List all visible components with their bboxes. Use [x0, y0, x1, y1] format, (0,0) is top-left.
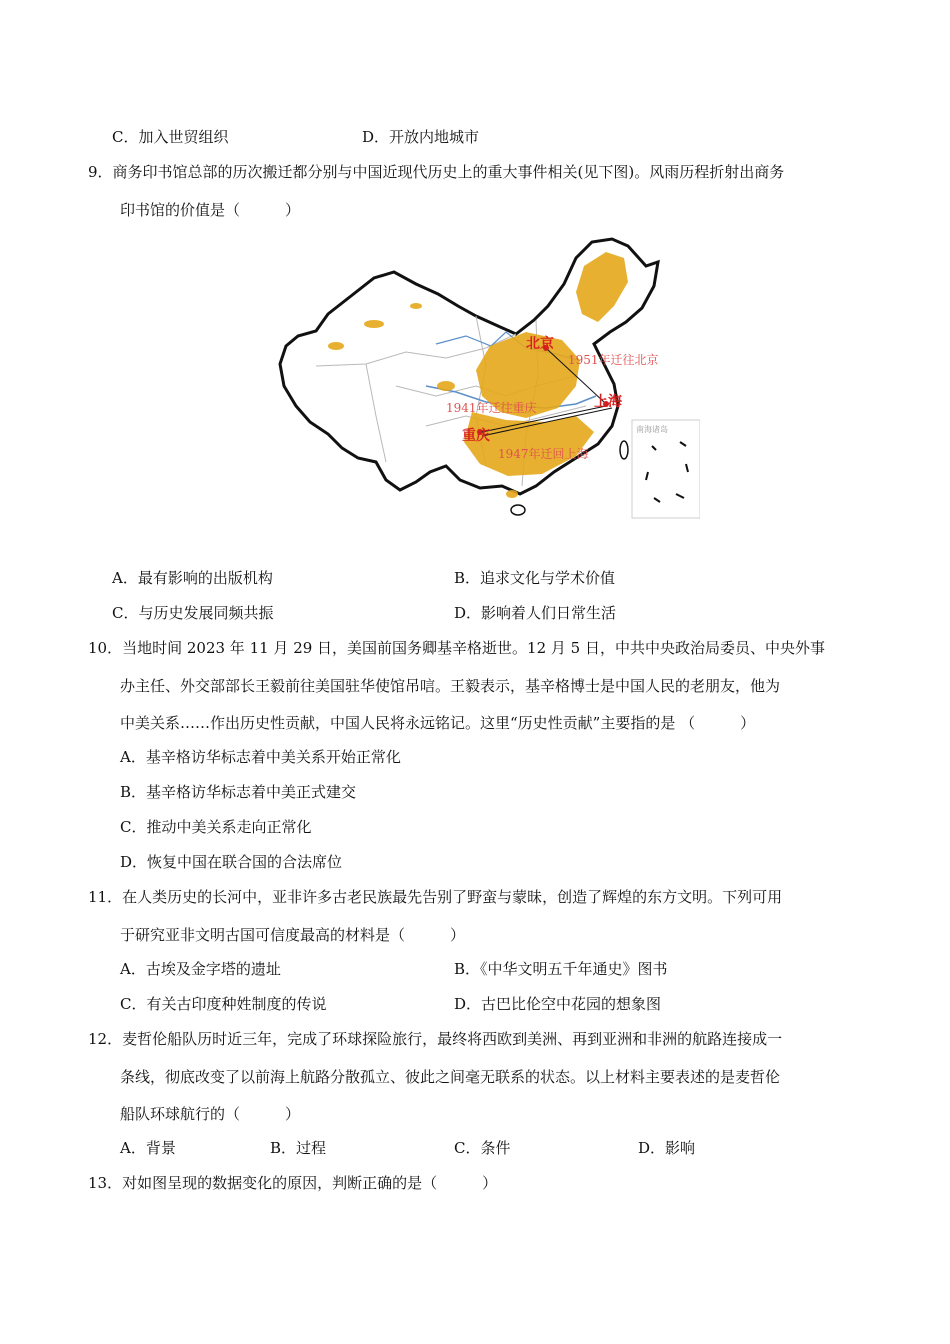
- q12-option-a: A．背景: [120, 1139, 176, 1157]
- q13-stem-line1: 13．对如图呈现的数据变化的原因，判断正确的是（ ）: [88, 1174, 498, 1192]
- q10-stem-line2: 办主任、外交部部长王毅前往美国驻华使馆吊唁。王毅表示，基辛格博士是中国人民的老朋友，他为: [120, 677, 781, 695]
- q9-stem-line1: 9．商务印书馆总部的历次搬迁都分别与中国近现代历史上的重大事件相关(见下图)。风雨历程折射出商务: [88, 163, 785, 181]
- q12-stem-line2: 条线，彻底改变了以前海上航路分散孤立、彼此之间毫无联系的状态。以上材料主要表述的是麦哲伦: [120, 1068, 781, 1086]
- hainan-island: [511, 505, 525, 515]
- q12-stem-line1: 12．麦哲伦船队历时近三年，完成了环球探险旅行，最终将西欧到美洲、再到亚洲和非洲的航路连接成一: [88, 1030, 783, 1048]
- q8-option-c: C．加入世贸组织: [112, 128, 229, 146]
- south-sea-inset: [632, 420, 700, 518]
- q9-option-a: A．最有影响的出版机构: [112, 569, 273, 587]
- q10-option-a: A．基辛格访华标志着中美关系开始正常化: [120, 748, 401, 766]
- label-1951: 1951年迁往北京: [568, 353, 659, 367]
- q12-stem-line3: 船队环球航行的（ ）: [120, 1105, 301, 1123]
- q10-option-d: D．恢复中国在联合国的合法席位: [120, 853, 343, 871]
- label-1947: 1947年迁回上海: [498, 447, 589, 461]
- q11-option-c: C．有关古印度种姓制度的传说: [120, 995, 327, 1013]
- china-map: [276, 236, 700, 521]
- label-shanghai: 上海: [594, 394, 622, 410]
- q9-option-d: D．影响着人们日常生活: [454, 604, 617, 622]
- q10-option-b: B．基辛格访华标志着中美正式建交: [120, 783, 357, 801]
- q9-option-b: B．追求文化与学术价值: [454, 569, 616, 587]
- q9-stem-line2: 印书馆的价值是（ ）: [120, 201, 301, 219]
- q11-option-b: B．《中华文明五千年通史》图书: [454, 960, 668, 978]
- q11-stem-line1: 11．在人类历史的长河中，亚非许多古老民族最先告别了野蛮与蒙昧，创造了辉煌的东方文明。下列可用: [88, 888, 783, 906]
- q12-option-d: D．影响: [638, 1139, 696, 1157]
- q12-option-b: B．过程: [270, 1139, 327, 1157]
- q11-option-a: A．古埃及金字塔的遗址: [120, 960, 281, 978]
- label-inset: 南海诸岛: [636, 425, 668, 434]
- q11-option-d: D．古巴比伦空中花园的想象图: [454, 995, 662, 1013]
- taiwan-island: [620, 441, 628, 459]
- label-chongqing: 重庆: [462, 428, 490, 444]
- label-beijing: 北京: [526, 336, 554, 352]
- q10-option-c: C．推动中美关系走向正常化: [120, 818, 312, 836]
- q11-stem-line2: 于研究亚非文明古国可信度最高的材料是（ ）: [120, 926, 466, 944]
- q10-stem-line1: 10．当地时间 2023 年 11 月 29 日，美国前国务卿基辛格逝世。12 月 5 日，中共中央政治局委员、中央外事: [88, 639, 825, 657]
- china-map-figure: [276, 236, 700, 521]
- q12-option-c: C．条件: [454, 1139, 511, 1157]
- label-1941: 1941年迁往重庆: [446, 401, 537, 415]
- q9-option-c: C．与历史发展同频共振: [112, 604, 274, 622]
- q10-stem-line3: 中美关系……作出历史性贡献，中国人民将永远铭记。这里“历史性贡献”主要指的是 （ ）: [120, 714, 756, 732]
- q8-option-d: D．开放内地城市: [362, 128, 480, 146]
